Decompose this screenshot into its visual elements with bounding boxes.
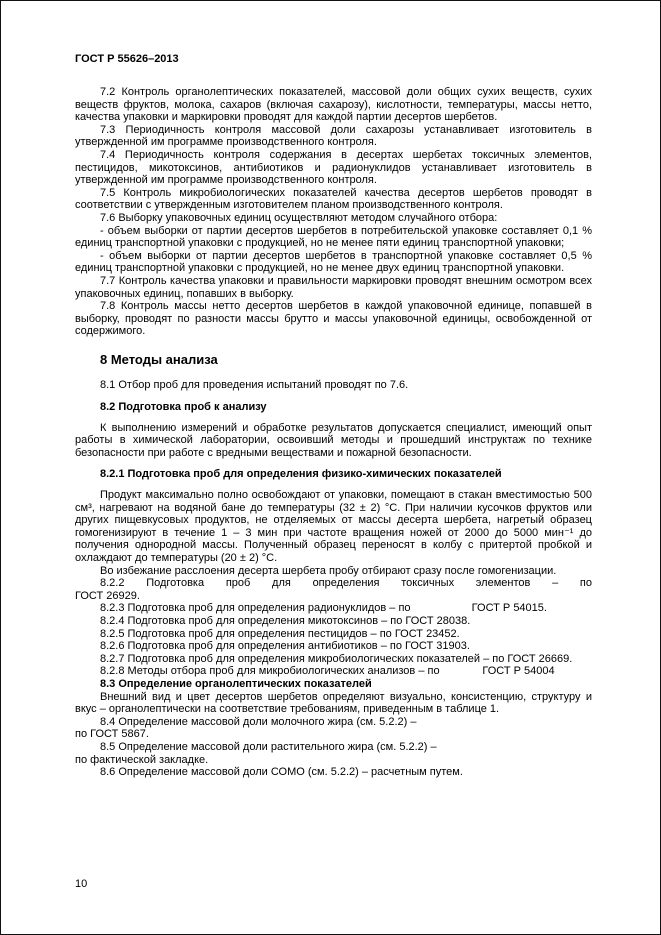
paragraph: 8.2.5 Подготовка проб для определения пестицидов – по ГОСТ 23452. <box>100 627 460 640</box>
paragraph: 7.5 Контроль микробиологических показателей качества десертов шербетов проводят в соответствии с утвержденным изготовителем планом производственного контроля. <box>75 186 592 212</box>
paragraph: 7.7 Контроль качества упаковки и правильности маркировки проводят внешним осмотром всех упаковочных единиц, попавших в выборку. <box>75 274 592 300</box>
paragraph: 8.6 Определение массовой доли СОМО (см. 5.2.2) – расчетным путем. <box>100 766 463 779</box>
paragraph: 7.3 Периодичность контроля массовой доли сахарозы устанавливает изготовитель в утвержденной им программе производственного контроля. <box>75 123 592 149</box>
paragraph: К выполнению измерений и обработке результатов допускается специалист, имеющий опыт работы в химической лаборатории, освоивший методы и прошедший инструктаж по технике безопасности при работе с вредными веществами и пожарной безопасности. <box>75 421 592 459</box>
subsection-heading: 8.2.1 Подготовка проб для определения физико-химических показателей <box>100 468 502 481</box>
paragraph: 7.8 Контроль массы нетто десертов шербетов в каждой упаковочной единице, попавшей в выборку, проводят по разности массы брутто и массы упаковочной единицы, освобожденной от содержимого. <box>75 300 592 338</box>
section-heading: 8 Методы анализа <box>100 351 218 367</box>
paragraph: по фактической закладке. <box>75 753 209 766</box>
document-code: ГОСТ Р 55626–2013 <box>75 53 179 65</box>
paragraph: 8.2.7 Подготовка проб для определения микробиологических показателей – по ГОСТ 26669. <box>100 652 573 665</box>
paragraph: 8.2.3 Подготовка проб для определения радионуклидов – по ГОСТ Р 54015. <box>100 602 547 615</box>
paragraph: 7.2 Контроль органолептических показателей, массовой доли общих сухих веществ, сухих веществ фруктов, молока, сахаров (включая сахарозу), кислотности, температуры, массы нетто, качества упаковки и маркировки проводят для каждой партии десертов шербетов. <box>75 86 592 124</box>
paragraph: 8.4 Определение массовой доли молочного жира (см. 5.2.2) – <box>100 715 417 728</box>
paragraph: 8.2.6 Подготовка проб для определения антибиотиков – по ГОСТ 31903. <box>100 640 470 653</box>
paragraph: 7.6 Выборку упаковочных единиц осуществляют методом случайного отбора: <box>100 211 498 224</box>
paragraph: Продукт максимально полно освобождают от упаковки, помещают в стакан вместимостью 500 см³, нагревают на водяной бане до температуры (32 ± 2) °С. При наличии кусочков фруктов или других пищевкусовых продуктов, не отделяемых от массы десерта шербета, нагретый образец гомогенизируют в течение 1 – 3 мин при частоте вращения ножей от 2000 до 5000 мин⁻¹ до получения однородной массы. Полученный образец переносят в колбу с притертой пробкой и охлаждают до температуры (20 ± 2) °С. <box>75 489 592 564</box>
subsection-heading: 8.3 Определение органолептических показателей <box>100 677 372 690</box>
paragraph: - объем выборки от партии десертов шербетов в транспортной упаковке составляет 0,5 % единиц транспортной упаковки с продукцией, но не менее двух единиц транспортной упаковки. <box>75 249 592 275</box>
paragraph: 8.2.8 Методы отбора проб для микробиологических анализов – по ГОСТ Р 54004 <box>100 665 555 678</box>
paragraph: ГОСТ 26929. <box>75 589 140 602</box>
paragraph: Внешний вид и цвет десертов шербетов определяют визуально, консистенцию, структуру и вкус – органолептически на соответствие требованиям, приведенным в таблице 1. <box>75 690 592 716</box>
paragraph: 8.1 Отбор проб для проведения испытаний проводят по 7.6. <box>100 379 409 392</box>
paragraph: по ГОСТ 5867. <box>75 728 149 741</box>
paragraph: Во избежание расслоения десерта шербета пробу отбирают сразу после гомогенизации. <box>100 564 557 577</box>
paragraph: - объем выборки от партии десертов шербетов в потребительской упаковке составляет 0,1 % единиц транспортной упаковки с продукцией, но не менее пяти единиц транспортной упаковки; <box>75 224 592 250</box>
subsection-heading: 8.2 Подготовка проб к анализу <box>100 401 267 414</box>
document-content <box>75 86 592 779</box>
paragraph: 7.4 Периодичность контроля содержания в десертах шербетах токсичных элементов, пестицидов, микотоксинов, антибиотиков и радионуклидов устанавливает изготовитель в утвержденной им программе производственного контроля. <box>75 148 592 187</box>
page-number: 10 <box>75 878 88 890</box>
paragraph: 8.5 Определение массовой доли растительного жира (см. 5.2.2) – <box>100 740 437 753</box>
paragraph: 8.2.2 Подготовка проб для определения токсичных элементов – по <box>100 577 592 590</box>
paragraph: 8.2.4 Подготовка проб для определения микотоксинов – по ГОСТ 28038. <box>100 614 471 627</box>
